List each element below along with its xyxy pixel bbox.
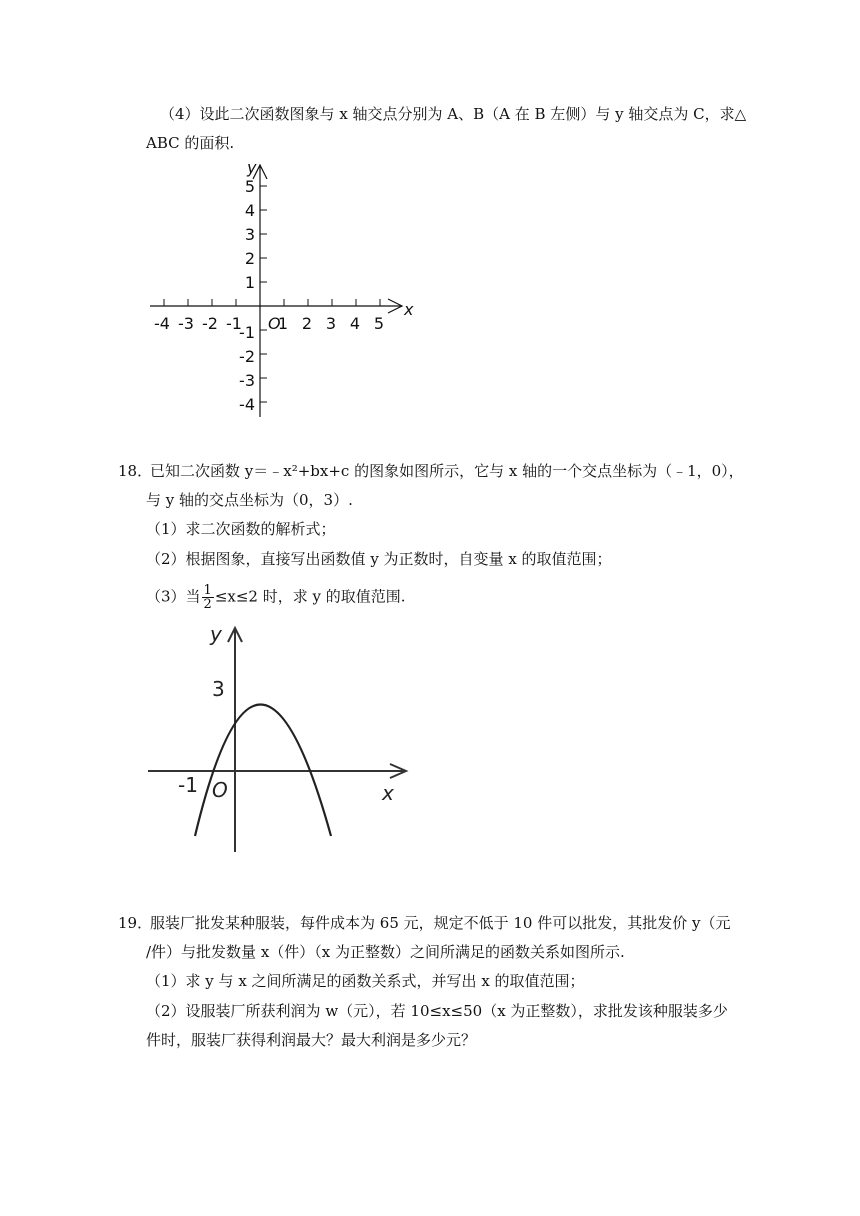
origin-label: O: [268, 314, 281, 333]
q18-part3-suffix: ≤x≤2 时，求 y 的取值范围.: [214, 587, 406, 606]
fraction-one-half: [202, 584, 214, 611]
q18-stem-line2: 与 y 轴的交点坐标为（0，3）.: [146, 491, 353, 509]
y-tick-label: 2: [244, 249, 255, 268]
y-tick-label: -1: [239, 323, 255, 342]
q19-stem-line1: 服装厂批发某种服装，每件成本为 65 元，规定不低于 10 件可以批发，其批发价 y（元: [150, 914, 731, 932]
q19-part2-line2: 件时，服装厂获得利润最大？最大利润是多少元？: [146, 1031, 477, 1049]
parabola-figure: [140, 620, 420, 860]
y-axis-label: y: [247, 158, 257, 177]
x-tick-label: 2: [301, 314, 313, 333]
y-axis-label: y: [210, 622, 222, 646]
y-tick-label: 5: [244, 177, 255, 196]
y-tick-label: 3: [244, 225, 255, 244]
x-axis-label: x: [382, 781, 394, 805]
x-tick-label: -1: [226, 314, 242, 333]
x-intercept-label: -1: [178, 773, 198, 797]
x-tick-label: 4: [349, 314, 361, 333]
y-tick-label: -4: [239, 395, 255, 414]
q19-part1: （1）求 y 与 x 之间所满足的函数关系式，并写出 x 的取值范围；: [146, 972, 585, 990]
q18-part3: [146, 584, 406, 611]
q17-part4-line2: ABC 的面积.: [146, 134, 235, 152]
q19-number: 19．: [118, 914, 153, 932]
origin-label: O: [212, 778, 228, 802]
q18-part2: （2）根据图象，直接写出函数值 y 为正数时，自变量 x 的取值范围；: [146, 550, 612, 568]
q19-stem-line2: /件）与批发数量 x（件）（x 为正整数）之间所满足的函数关系如图所示.: [146, 943, 625, 961]
x-tick-label: -3: [178, 314, 194, 333]
y-tick-label: 1: [244, 273, 255, 292]
x-axis-label: x: [404, 300, 414, 319]
q18-number: 18．: [118, 462, 153, 480]
y-tick-label: -2: [239, 347, 255, 366]
x-tick-label: 1: [277, 314, 289, 333]
coordinate-axes-figure: [140, 155, 420, 425]
x-tick-label: 5: [373, 314, 385, 333]
x-tick-label: -4: [154, 314, 170, 333]
fraction-numerator: 1: [203, 583, 212, 598]
q19-part2-line1: （2）设服装厂所获利润为 w（元），若 10≤x≤50（x 为正整数），求批发该种服装多少: [146, 1002, 728, 1020]
x-tick-label: 3: [325, 314, 337, 333]
q18-stem-line1: 已知二次函数 y＝﹣x²+bx+c 的图象如图所示，它与 x 轴的一个交点坐标为（﹣1，0），: [150, 462, 744, 480]
q18-part3-prefix: （3）当: [146, 587, 201, 606]
y-tick-label: 4: [244, 201, 255, 220]
q17-part4-line1: （4）设此二次函数图象与 x 轴交点分别为 A、B（A 在 B 左侧）与 y 轴交点为 C，求△: [160, 105, 747, 123]
q18-part1: （1）求二次函数的解析式；: [146, 520, 336, 538]
x-tick-label: -2: [202, 314, 218, 333]
fraction-denominator: 2: [203, 597, 212, 612]
y-intercept-label: 3: [212, 677, 225, 701]
y-tick-label: -3: [239, 371, 255, 390]
